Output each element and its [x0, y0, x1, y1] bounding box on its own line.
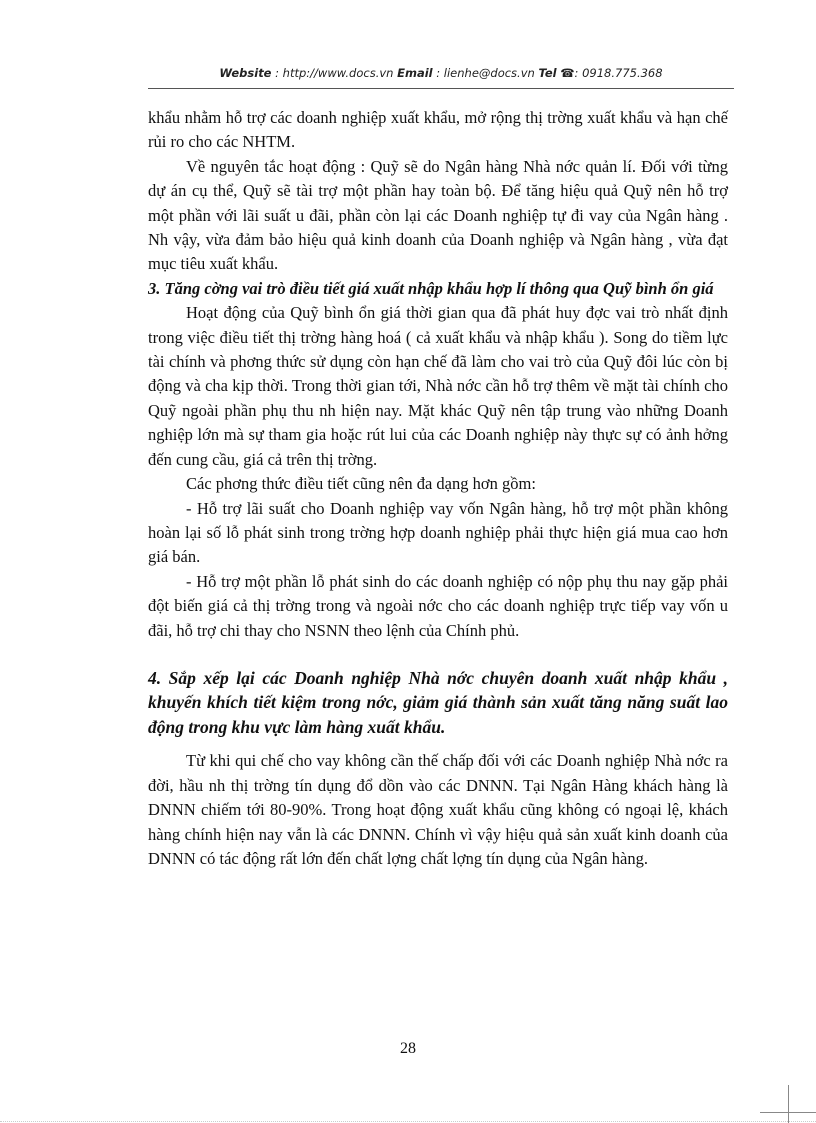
document-body: [148, 106, 728, 871]
paragraph: Các phơng thức điều tiết cũng nên đa dạng hơn gồm:: [186, 474, 536, 494]
phone-icon: ☎: [560, 66, 575, 80]
list-item: - Hỗ trợ lãi suất cho Doanh nghiệp vay vốn Ngân hàng, hỗ trợ một phần không hoàn lại số lỗ phát sinh trong trờng hợp doanh nghiệp phải thực hiện giá mua cao hơn giá bán.: [148, 498, 728, 567]
website-url: : http://www.docs.vn: [271, 66, 398, 80]
tel-label: Tel: [538, 66, 557, 80]
section-heading-3: 3. Tăng cờng vai trò điều tiết giá xuất nhập khẩu hợp lí thông qua Quỹ bình ổn giá: [148, 278, 714, 298]
page-number: 28: [400, 1040, 416, 1057]
header-divider: [148, 88, 734, 89]
corner-mark-horizontal: [760, 1112, 816, 1113]
paragraph: Hoạt động của Quỹ bình ổn giá thời gian qua đã phát huy đợc vai trò nhất định trong việc điều tiết thị trờng hàng hoá ( cả xuất khẩu và nhập khẩu ). Song do tiềm lực tài chính và phơng thức sử dụng còn hạn chế đã làm cho vai trò của Quỹ đôi lúc còn bị động và cha kịp thời. Trong thời gian tới, Nhà nớc cần hỗ trợ thêm về mặt tài chính cho Quỹ ngoài phần phụ thu nh hiện nay. Mặt khác Quỹ nên tập trung vào những Doanh nghiệp lớn mà sự tham gia hoặc rút lui của các Doanh nghiệp này thực sự có ảnh hởng đến cung cầu, giá cả trên thị trờng.: [148, 303, 728, 469]
website-label: Website: [219, 66, 272, 80]
paragraph: khẩu nhằm hỗ trợ các doanh nghiệp xuất khẩu, mở rộng thị trờng xuất khẩu và hạn chế rủi ro cho các NHTM.: [148, 108, 728, 152]
tel-number: : 0918.775.368: [574, 66, 663, 80]
page-header: [148, 66, 734, 80]
email-address: : lienhe@docs.vn: [432, 66, 539, 80]
list-item: - Hỗ trợ một phần lỗ phát sinh do các doanh nghiệp có nộp phụ thu nay gặp phải đột biến giá cả thị trờng trong và ngoài nớc cho các doanh nghiệp trực tiếp vay vốn u đãi, hỗ trợ chi thay cho NSNN theo lệnh của Chính phủ.: [148, 571, 728, 640]
corner-mark-vertical: [788, 1085, 789, 1123]
paragraph: Về nguyên tắc hoạt động : Quỹ sẽ do Ngân hàng Nhà nớc quản lí. Đối với từng dự án cụ thể, Quỹ sẽ tài trợ một phần hay toàn bộ. Để tăng hiệu quả Quỹ nên hỗ trợ một phần với lãi suất u đãi, phần còn lại các Doanh nghiệp tự đi vay của Ngân hàng . Nh vậy, vừa đảm bảo hiệu quả kinh doanh của Doanh nghiệp và Ngân hàng , vừa đạt mục tiêu xuất khẩu.: [148, 156, 728, 274]
section-heading-4: 4. Sắp xếp lại các Doanh nghiệp Nhà nớc chuyên doanh xuất nhập khẩu , khuyến khích tiết kiệm trong nớc, giảm giá thành sản xuất tăng năng suất lao động trong khu vực làm hàng xuất khẩu.: [148, 667, 728, 737]
paragraph: Từ khi qui chế cho vay không cần thế chấp đối với các Doanh nghiệp Nhà nớc ra đời, hầu nh thị trờng tín dụng đổ dồn vào các DNNN. Tại Ngân Hàng khách hàng là DNNN chiếm tới 80-90%. Trong hoạt động xuất khẩu cũng không có ngoại lệ, khách hàng chính hiện nay vẫn là các DNNN. Chính vì vậy hiệu quả sản xuất kinh doanh của DNNN có tác động rất lớn đến chất lợng chất lợng tín dụng của Ngân hàng.: [148, 751, 728, 869]
bottom-border: [0, 1121, 816, 1122]
email-label: Email: [397, 66, 433, 80]
